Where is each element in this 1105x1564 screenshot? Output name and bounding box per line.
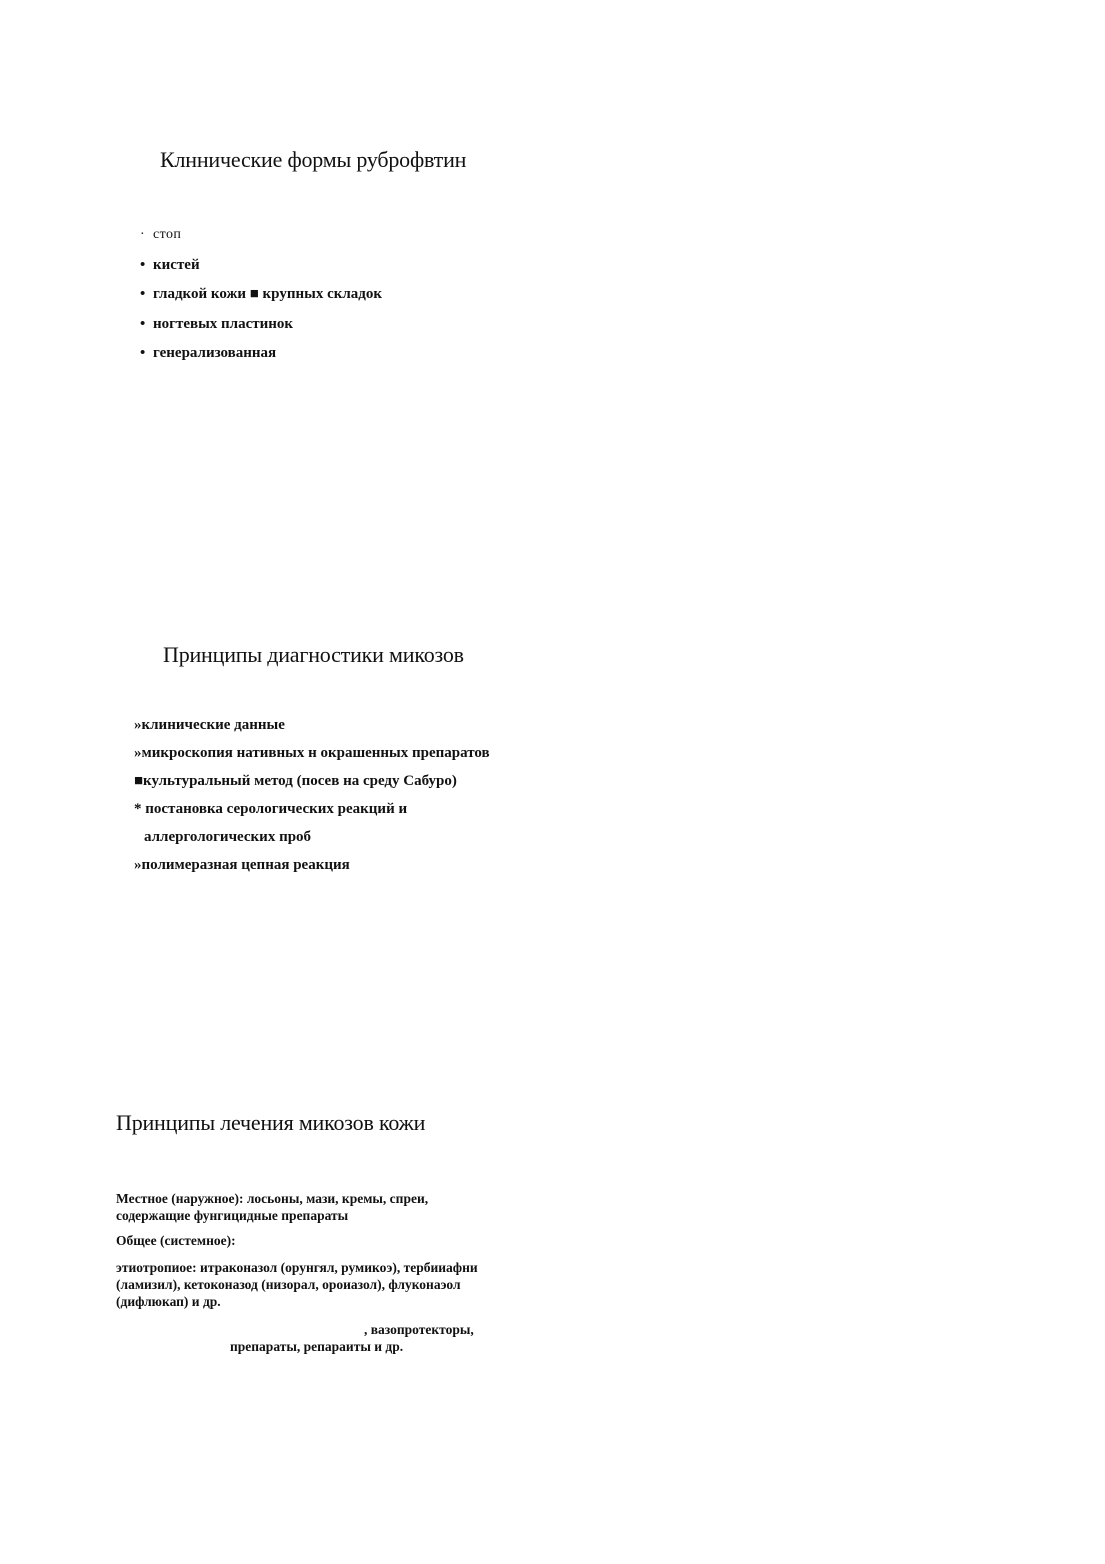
bullet-mark: • <box>140 315 146 332</box>
text-line: (дифлюкап) и др. <box>116 1294 221 1309</box>
bullet-mark: • <box>140 256 146 273</box>
general-treatment-heading: Общее (системное): <box>116 1233 236 1248</box>
text-line: содержащие фунгицидные препараты <box>116 1208 349 1223</box>
bullet-mark: • <box>140 286 146 303</box>
section-title-diagnostics: Принципы диагностики микозов <box>163 642 464 667</box>
list-item: аллергологических проб <box>144 829 312 845</box>
list-item: »полимеразная цепная реакция <box>134 857 350 873</box>
list-item-text: кистей <box>153 256 200 273</box>
local-treatment-paragraph <box>116 1190 428 1224</box>
list-item <box>140 224 382 254</box>
list-item-text: генерализованная <box>153 345 277 362</box>
bullet-mark: • <box>140 345 146 362</box>
list-item: ■культуральный метод (посев на среду Сабуро) <box>134 773 457 789</box>
list-item: »клинические данные <box>134 717 285 733</box>
text-line: этиотропиое: итраконазол (орунгял, румикоэ), тербииафни <box>116 1260 478 1275</box>
list-item-text: стоп <box>153 227 182 242</box>
list-item <box>140 313 382 343</box>
list-item <box>140 283 382 313</box>
clinical-forms-list <box>140 224 382 372</box>
list-item: * постановка серологических реакций и <box>134 801 408 817</box>
etiotropic-paragraph <box>116 1259 478 1310</box>
section-title-treatment: Принципы лечения микозов кожи <box>116 1110 426 1135</box>
text-line: Местное (наружное): лосьоны, мази, кремы, спреи, <box>116 1191 429 1206</box>
list-item <box>140 342 382 372</box>
text-line: (ламизил), кетоконазод (низорал, ороиазол), флуконаэол <box>116 1277 461 1292</box>
diagnostics-list <box>134 715 490 883</box>
bullet-mark: · <box>140 227 146 242</box>
list-item: »микроскопия нативных н окрашенных препаратов <box>134 745 490 761</box>
list-item <box>140 254 382 284</box>
additional-treatment-line: , вазопротекторы, <box>364 1322 474 1337</box>
list-item-text: гладкой кожи ■ крупных складок <box>153 286 383 303</box>
additional-treatment-line: препараты, репараиты и др. <box>230 1339 404 1354</box>
list-item-text: ногтевых пластинок <box>153 315 294 332</box>
section-title-clinical-forms: Клннические формы руброфвтин <box>160 147 467 172</box>
